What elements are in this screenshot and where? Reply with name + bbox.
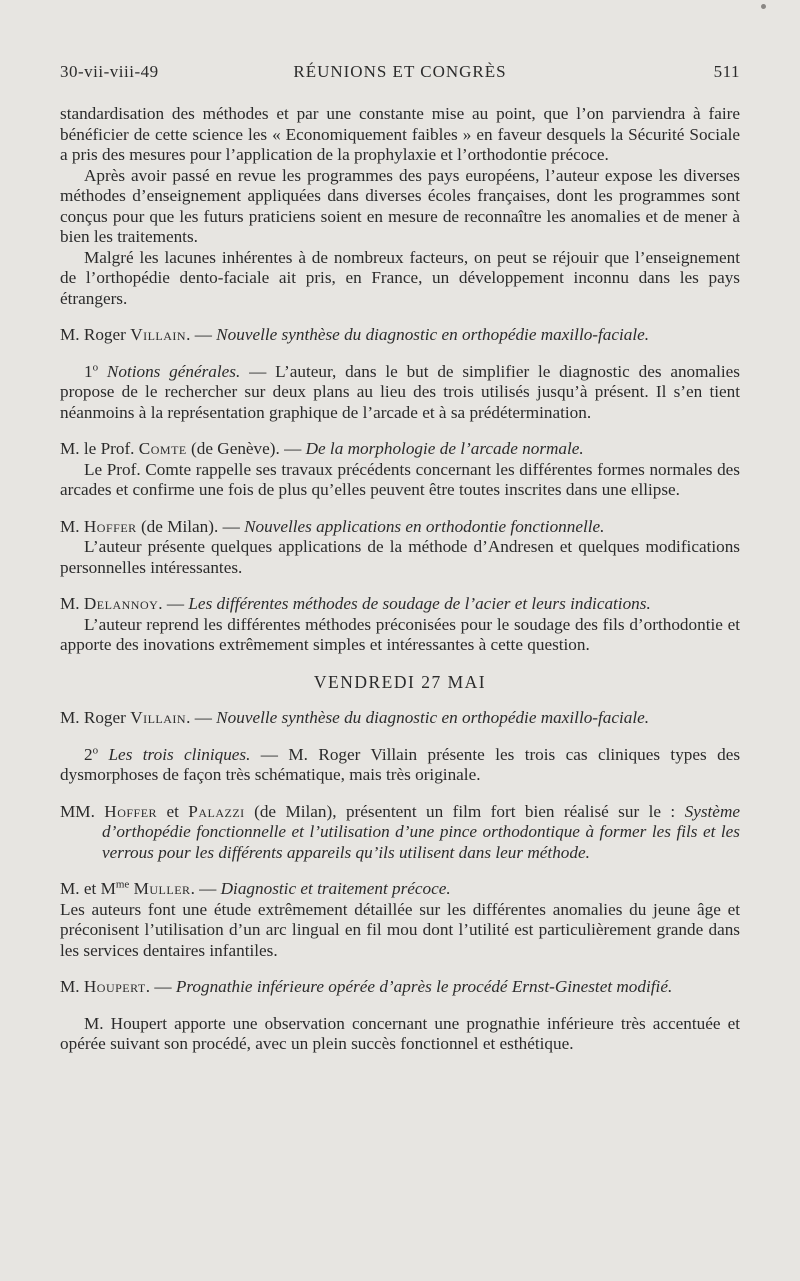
entry-paragraph: 2$^o$ Les trois cliniques. — M. Roger Villain présente les trois cas cliniques types des dysmorphoses de façon très schématique, mais très originale. bbox=[60, 743, 741, 784]
header-date: 30-vii-viii-49 bbox=[60, 62, 159, 81]
entry-paragraph: L’auteur reprend les différentes méthodes préconisées pour le soudage des fils d’orthodontie et apporte des inovations extrêmement simples et intéressantes à cette question. bbox=[60, 614, 740, 654]
paragraph: Après avoir passé en revue les programmes des pays européens, l’auteur expose les diverses méthodes d’enseignement appliquées dans diverses écoles françaises, dont les programmes sont conçus pour que les futurs praticiens soient en mesure de reconnaître les anomalies et de mener à bien les traitements. bbox=[60, 165, 740, 246]
entry-heading-houpert: M. Houpert. — Prognathie inférieure opérée d’après le procédé Ernst-Ginestet modifié. bbox=[60, 977, 673, 996]
entry-heading-villain-2: M. Roger Villain. — Nouvelle synthèse du diagnostic en orthopédie maxillo-faciale. bbox=[60, 708, 650, 727]
article-body bbox=[60, 104, 740, 1055]
paragraph: Malgré les lacunes inhérentes à de nombreux facteurs, on peut se réjouir que l’enseignement de l’orthopédie dento-faciale ait pris, en France, un développement inconnu dans les pays étrangers. bbox=[60, 247, 740, 308]
ink-speck bbox=[761, 4, 766, 9]
entry-heading-muller: M. et $M^{me}$ Muller. — Diagnostic et traitement précoce. bbox=[60, 878, 451, 898]
entry-heading-delannoy: M. Delannoy. — Les différentes méthodes de soudage de l’acier et leurs indications. bbox=[60, 594, 651, 613]
entry-heading-villain: M. Roger Villain. — Nouvelle synthèse du diagnostic en orthopédie maxillo-faciale. bbox=[60, 325, 650, 344]
entry-paragraph: Les auteurs font une étude extrêmement détaillée sur les différentes anomalies du jeune âge et préconisent l’utilisation d’un arc lingual en fil mou dont l’utilité est particulièrement grande dans les services dentaires infantiles. bbox=[60, 899, 740, 960]
entry-heading-comte: M. le Prof. Comte (de Genève). — De la morphologie de l’arcade normale. bbox=[60, 439, 584, 458]
entry-paragraph: Le Prof. Comte rappelle ses travaux précédents concernant les différentes formes normales des arcades et confirme une fois de plus qu’elles peuvent être toutes inscrites dans une ellipse. bbox=[60, 459, 740, 499]
entry-paragraph: M. Houpert apporte une observation concernant une prognathie inférieure très accentuée et opérée suivant son procédé, avec un plein succès fonctionnel et esthétique. bbox=[60, 1013, 740, 1053]
entry-paragraph: L’auteur présente quelques applications de la méthode d’Andresen et quelques modifications personnelles intéressantes. bbox=[60, 537, 740, 577]
entry-heading-hoffer-palazzi: MM. Hoffer et Palazzi (de Milan), présentent un film fort bien réalisé sur le : Système d’orthopédie fonctionnelle et l’utilisation d’une pince orthodontique à former les fils et les verrous pour les différents appareils qu’ils utilisent dans leur méthode. bbox=[60, 801, 740, 862]
day-heading: VENDREDI 27 MAI bbox=[313, 671, 487, 692]
entry-heading-hoffer: M. Hoffer (de Milan). — Nouvelles applications en orthodontie fonctionnelle. bbox=[60, 516, 605, 536]
running-header bbox=[60, 62, 740, 90]
header-title: RÉUNIONS ET CONGRÈS bbox=[293, 62, 507, 81]
entry-paragraph: 1$^o$ Notions générales. — L’auteur, dans le but de simplifier le diagnostic des anomalies propose de le rechercher sur deux plans au lieu des trois utilisés jusqu’à présent. Il s’en tient néanmoins à la représentation graphique de l’arcade et à sa prédétermination. bbox=[60, 360, 740, 422]
paragraph-continued: standardisation des méthodes et par une constante mise au point, que l’on parviendra à faire bénéficier de cette science les « Economiquement faibles » en faveur desquels la Sécurité Sociale a pris des mesures pour l’application de la prophylaxie et l’orthodontie précoce. bbox=[60, 104, 740, 164]
page-number: 511 bbox=[713, 62, 740, 81]
